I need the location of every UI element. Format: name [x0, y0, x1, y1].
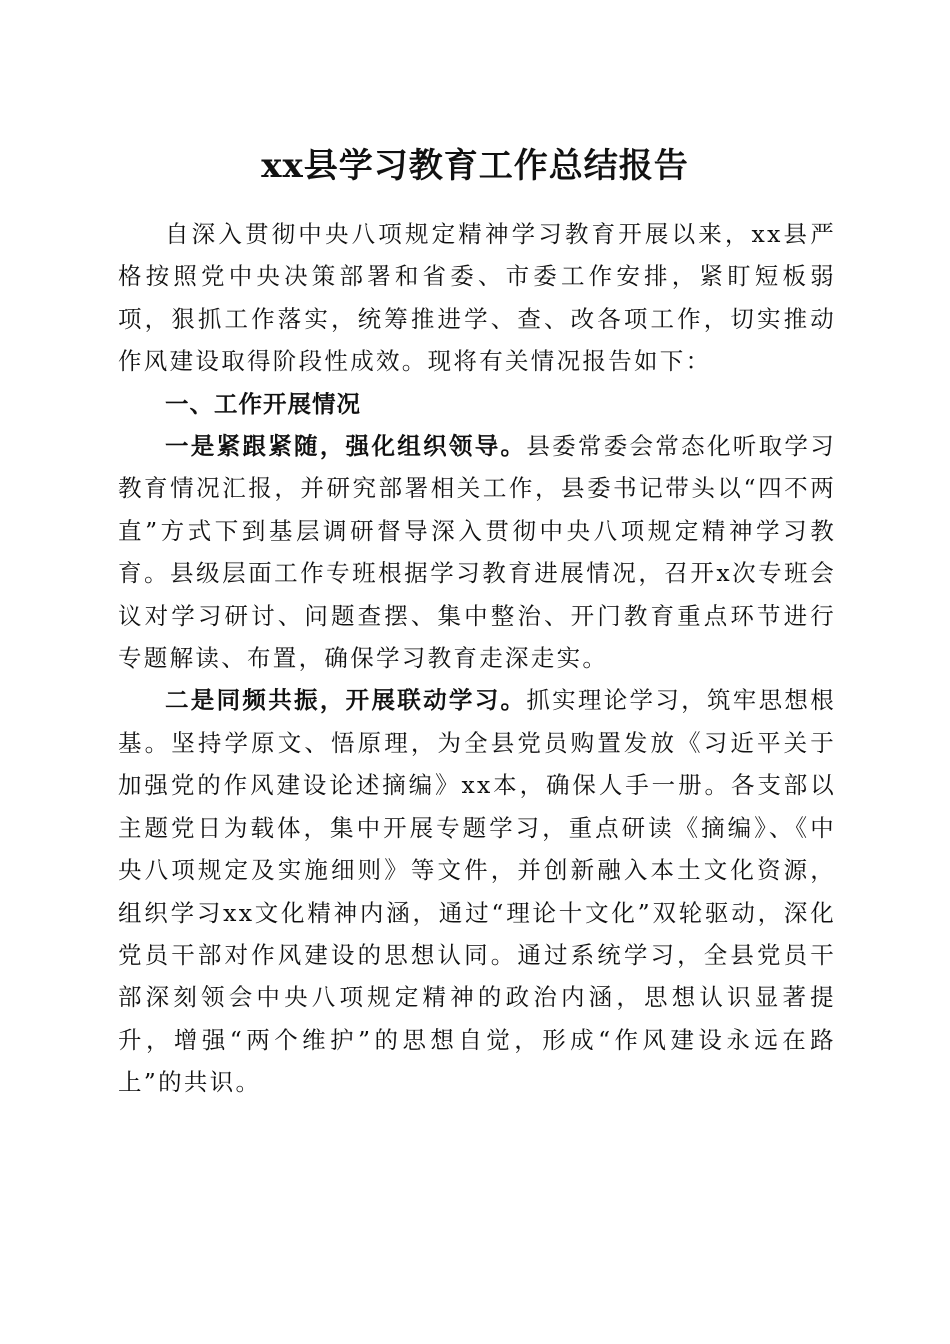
paragraph-item-1	[118, 425, 836, 679]
document-title: xx县学习教育工作总结报告	[261, 146, 689, 186]
paragraph-item-2	[118, 679, 836, 1103]
section-heading: 一、工作开展情况	[165, 389, 361, 418]
intro-paragraph: 自深入贯彻中央八项规定精神学习教育开展以来，xx县严格按照党中央决策部署和省委、市委工作安排，紧盯短板弱项，狠抓工作落实，统筹推进学、查、改各项工作，切实推动作风建设取得阶段性成效。现将有关情况报告如下：	[118, 220, 836, 376]
document-body	[118, 213, 836, 1104]
item-1-text: 县委常委会常态化听取学习教育情况汇报，并研究部署相关工作，县委书记带头以“四不两直”方式下到基层调研督导深入贯彻中央八项规定精神学习教育。县级层面工作专班根据学习教育进展情况，召开x次专班会议对学习研讨、问题查摆、集中整治、开门教育重点环节进行专题解读、布置，确保学习教育走深走实。	[118, 432, 836, 673]
item-2-text: 抓实理论学习，筑牢思想根基。坚持学原文、悟原理，为全县党员购置发放《习近平关于加强党的作风建设论述摘编》xx本，确保人手一册。各支部以主题党日为载体，集中开展专题学习，重点研读《摘编》、《中央八项规定及实施细则》等文件，并创新融入本土文化资源，组织学习xx文化精神内涵，通过“理论十文化”双轮驱动，深化党员干部对作风建设的思想认同。通过系统学习，全县党员干部深刻领会中央八项规定精神的政治内涵，思想认识显著提升，增强“两个维护”的思想自觉，形成“作风建设永远在路上”的共识。	[118, 686, 836, 1097]
item-2-lead: 二是同频共振，开展联动学习。	[165, 686, 527, 715]
item-1-lead: 一是紧跟紧随，强化组织领导。	[165, 432, 527, 461]
